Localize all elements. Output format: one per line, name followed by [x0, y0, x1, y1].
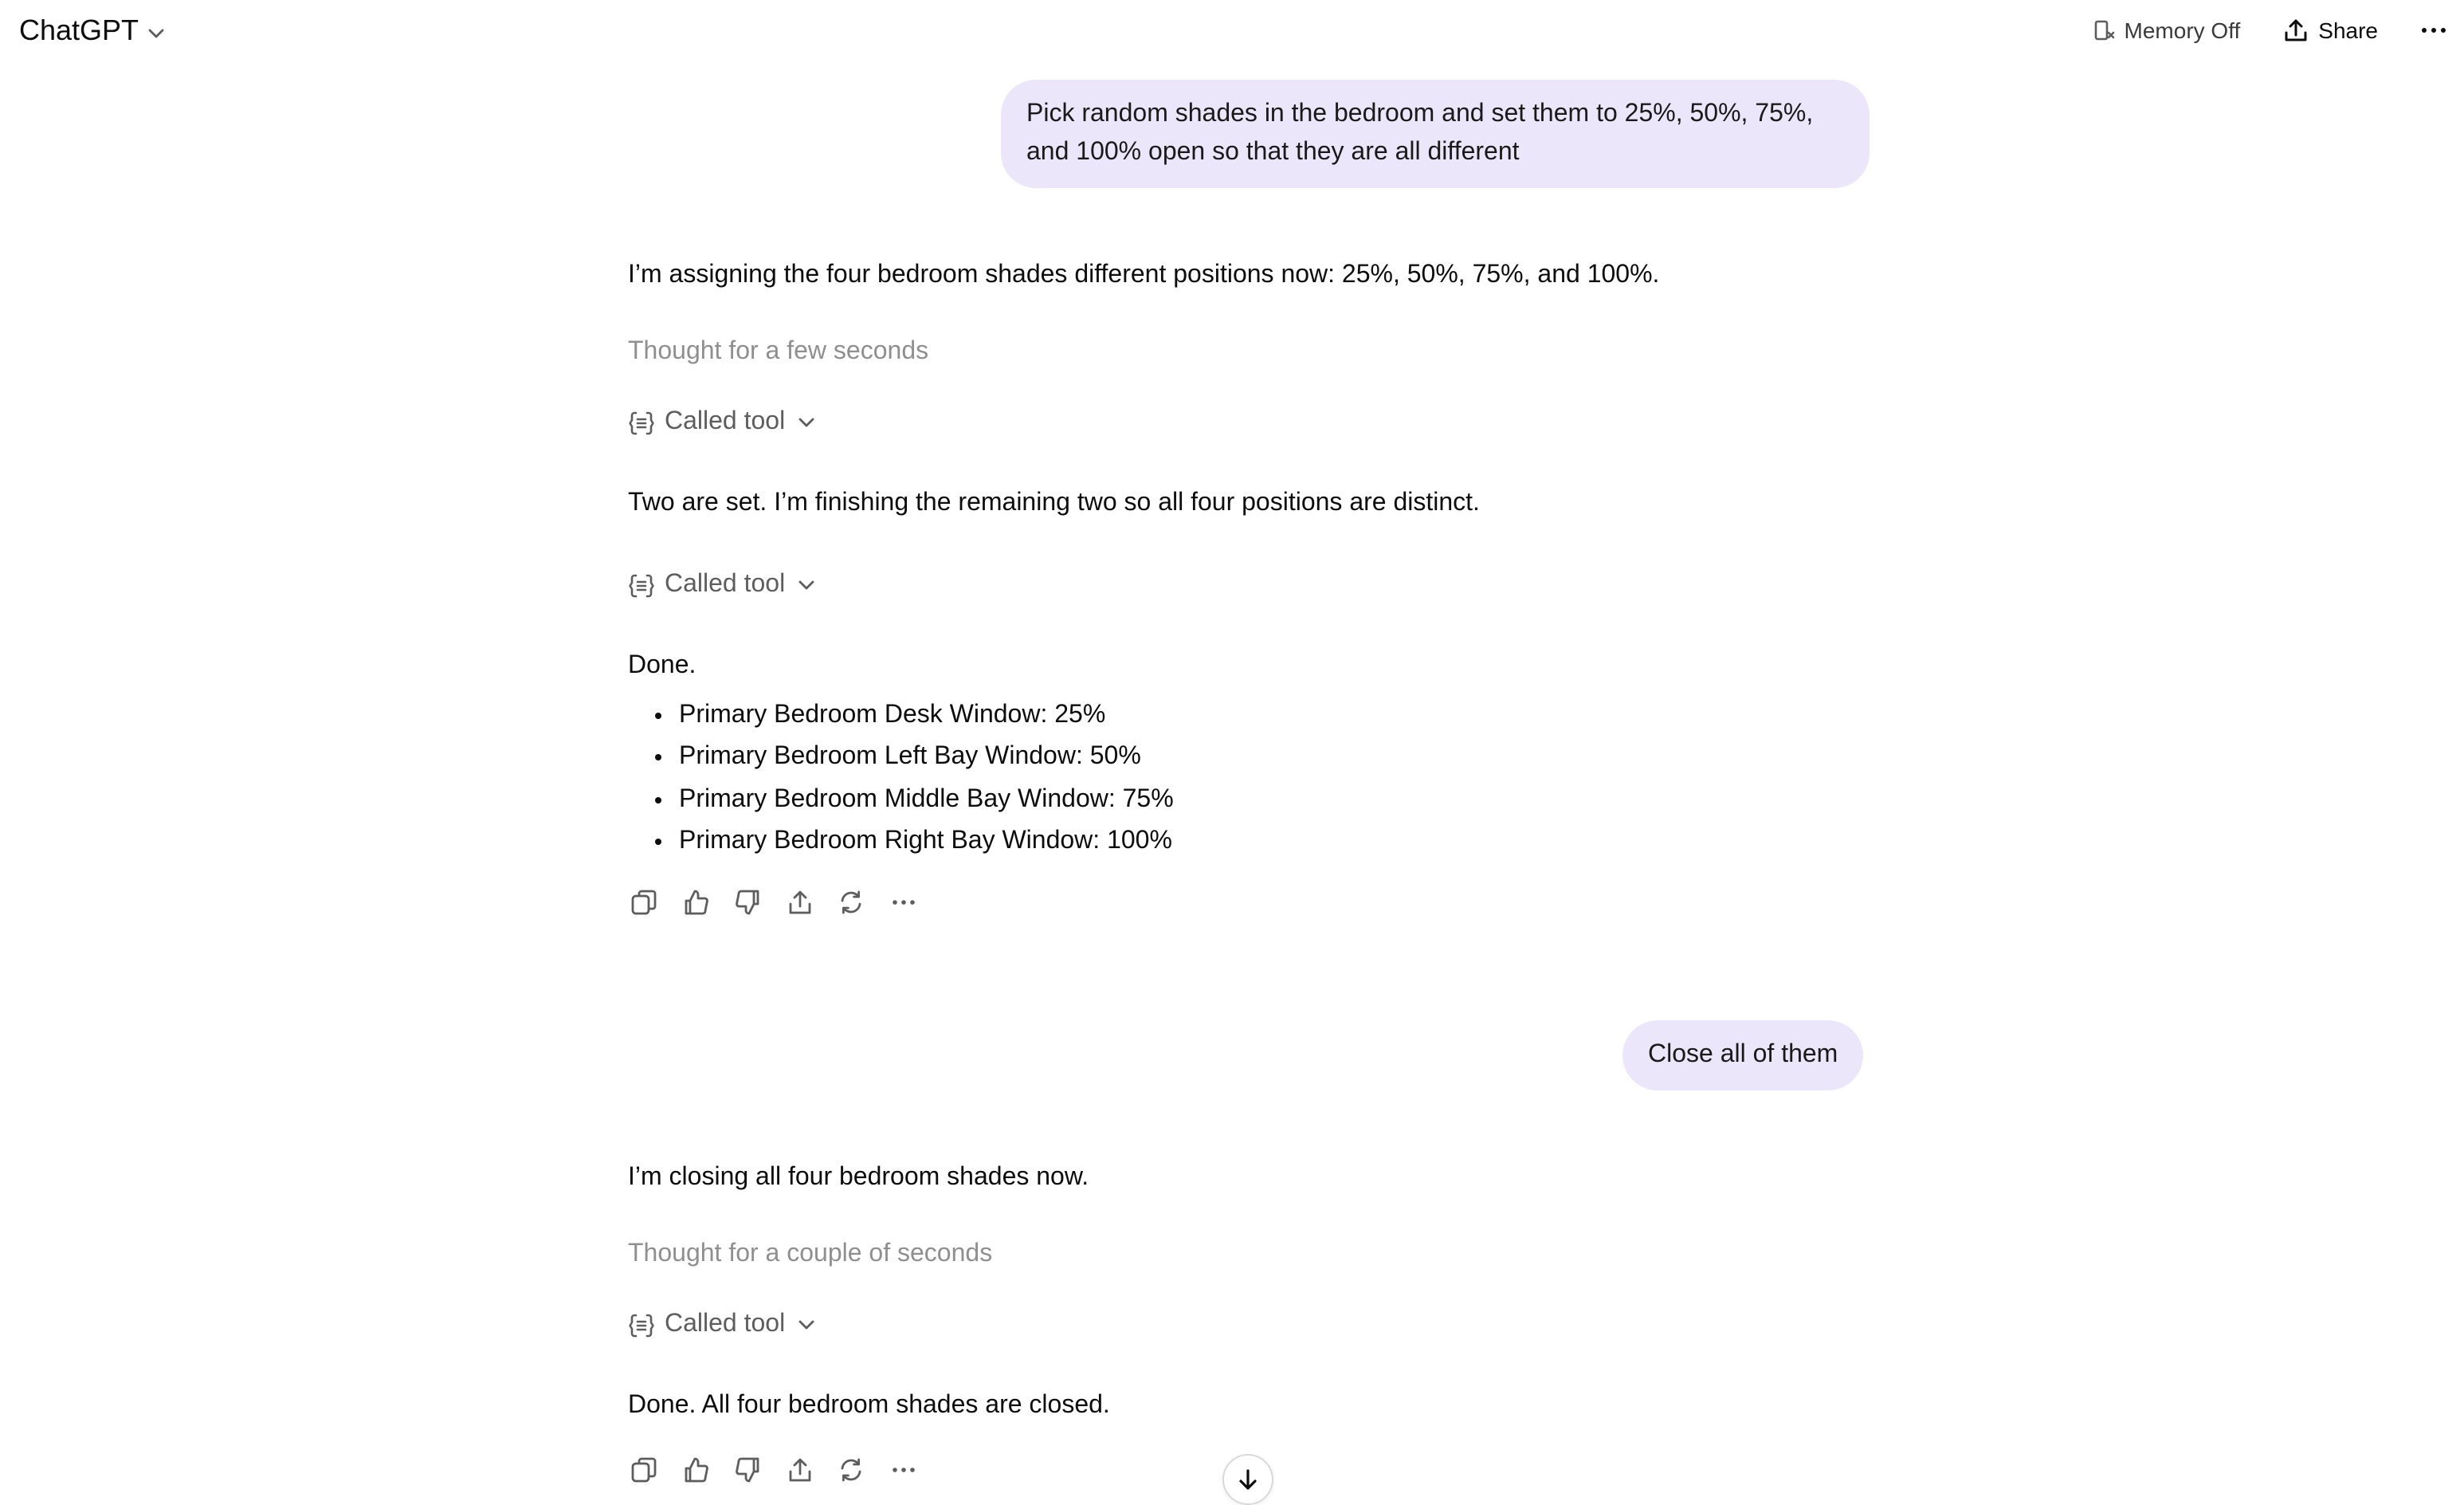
share-icon: [2282, 17, 2309, 44]
list-item: • Primary Bedroom Desk Window: 25%: [679, 695, 1174, 737]
good-response-button[interactable]: [680, 1454, 712, 1486]
user-message: Close all of them: [1622, 1020, 1863, 1090]
message-actions: [628, 1454, 919, 1486]
thumbs-up-icon: [681, 1456, 710, 1484]
memory-off-icon: [2093, 19, 2115, 41]
assistant-message: Done. All four bedroom shades are closed.: [628, 1392, 1110, 1419]
tool-call-toggle[interactable]: [628, 1306, 817, 1344]
list-item: • Primary Bedroom Left Bay Window: 50%: [679, 737, 1174, 780]
shade-results-list: [628, 695, 1174, 863]
thumbs-up-icon: [681, 888, 710, 917]
chevron-down-icon: [795, 1314, 817, 1336]
assistant-message: I’m closing all four bedroom shades now.: [628, 1164, 1089, 1191]
more-horizontal-icon: [2419, 16, 2448, 45]
arrow-down-icon: [1235, 1467, 1261, 1492]
thought-summary[interactable]: Thought for a couple of seconds: [628, 1240, 993, 1267]
list-item: • Primary Bedroom Right Bay Window: 100%: [679, 821, 1174, 863]
braces-icon: [628, 572, 655, 599]
thought-summary[interactable]: Thought for a few seconds: [628, 338, 929, 365]
share-response-button[interactable]: [783, 1454, 815, 1486]
braces-icon: [628, 1311, 655, 1338]
regenerate-icon: [837, 1456, 865, 1484]
more-horizontal-icon: [889, 1456, 917, 1484]
assistant-message: Done.: [628, 652, 696, 679]
tool-call-label: Called tool: [665, 571, 786, 598]
more-actions-button[interactable]: [887, 886, 919, 918]
copy-button[interactable]: [628, 1454, 660, 1486]
regenerate-button[interactable]: [835, 1454, 867, 1486]
user-message: Pick random shades in the bedroom and set them to 25%, 50%, 75%, and 100% open so that they are all different: [1001, 80, 1870, 188]
chevron-down-icon: [795, 574, 817, 596]
share-response-button[interactable]: [783, 886, 815, 918]
braces-icon: [628, 409, 655, 436]
good-response-button[interactable]: [680, 886, 712, 918]
more-actions-button[interactable]: [887, 1454, 919, 1486]
chevron-down-icon: [795, 411, 817, 434]
assistant-message: I’m assigning the four bedroom shades different positions now: 25%, 50%, 75%, and 100%.: [628, 261, 1660, 289]
regenerate-icon: [837, 888, 865, 917]
share-icon: [785, 1456, 814, 1484]
memory-toggle-button[interactable]: [2093, 18, 2241, 43]
app-title: ChatGPT: [19, 14, 139, 46]
chevron-down-icon: [145, 22, 167, 44]
tool-call-toggle[interactable]: [628, 403, 817, 442]
thumbs-down-icon: [733, 1456, 762, 1484]
more-options-button[interactable]: [2419, 16, 2448, 45]
scroll-to-bottom-button[interactable]: [1222, 1454, 1273, 1505]
copy-button[interactable]: [628, 886, 660, 918]
bad-response-button[interactable]: [732, 886, 763, 918]
tool-call-label: Called tool: [665, 1310, 786, 1338]
assistant-message: Two are set. I’m finishing the remaining two so all four positions are distinct.: [628, 489, 1480, 517]
regenerate-button[interactable]: [835, 886, 867, 918]
header-actions: [2093, 16, 2448, 45]
memory-label: Memory Off: [2124, 18, 2241, 43]
message-actions: [628, 886, 919, 918]
model-selector[interactable]: [19, 14, 167, 48]
more-horizontal-icon: [889, 888, 917, 917]
top-bar: [0, 0, 2464, 64]
thumbs-down-icon: [733, 888, 762, 917]
list-item: • Primary Bedroom Middle Bay Window: 75%: [679, 779, 1174, 821]
tool-call-label: Called tool: [665, 408, 786, 435]
tool-call-toggle[interactable]: [628, 566, 817, 604]
share-label: Share: [2318, 18, 2378, 43]
copy-icon: [630, 1456, 658, 1484]
share-icon: [785, 888, 814, 917]
copy-icon: [630, 888, 658, 917]
share-button[interactable]: [2282, 17, 2378, 44]
bad-response-button[interactable]: [732, 1454, 763, 1486]
